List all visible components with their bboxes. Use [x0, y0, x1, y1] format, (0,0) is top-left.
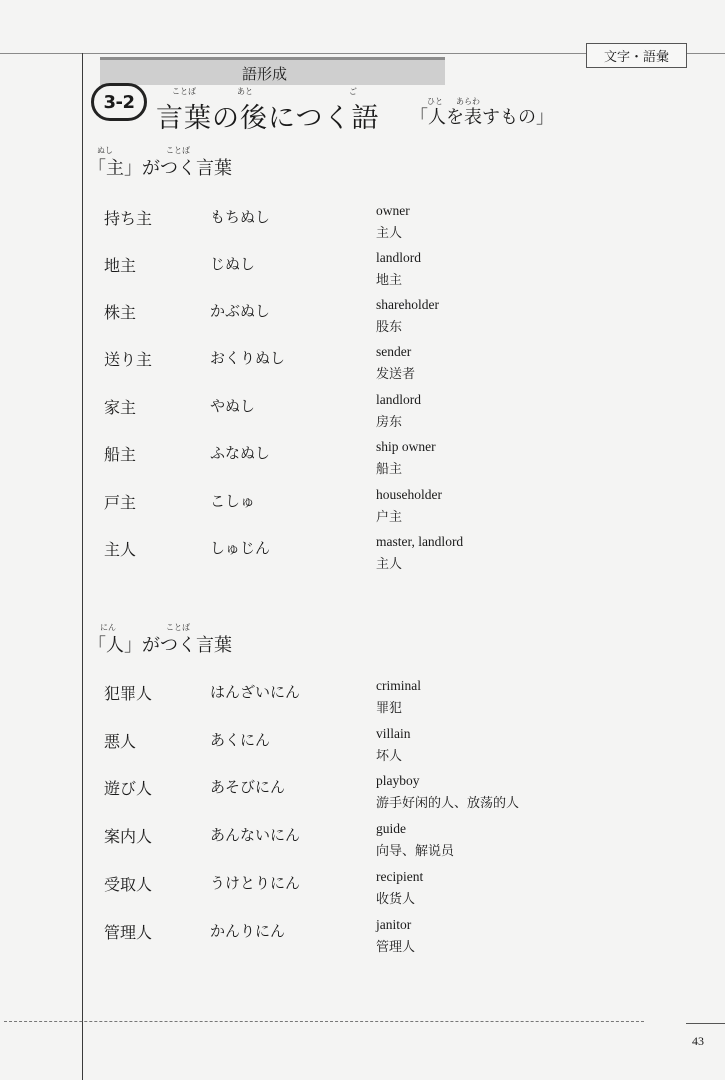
vocab-row	[0, 869, 725, 912]
vocab-chinese: 户主	[376, 510, 403, 525]
vocab-english: playboy	[376, 773, 420, 788]
vocab-reading: かぶぬし	[210, 302, 271, 320]
vocab-reading: はんざいにん	[210, 683, 301, 701]
vocab-kanji: 悪人	[104, 732, 137, 751]
vocab-reading: もちぬし	[210, 208, 271, 226]
vocab-row	[0, 534, 725, 577]
vocab-row	[0, 726, 725, 769]
vocab-kanji: 持ち主	[104, 209, 153, 228]
vocab-row	[0, 250, 725, 293]
vocab-reading: あくにん	[210, 731, 271, 749]
title-ruby: ことば	[172, 87, 196, 96]
vocab-chinese: 罪犯	[376, 701, 403, 716]
group-heading: 「人」がつく言葉	[88, 635, 232, 656]
vocab-chinese: 地主	[376, 273, 403, 288]
group-heading: 「主」がつく言葉	[88, 158, 232, 179]
vocab-kanji: 戸主	[104, 493, 137, 512]
vocab-english: villain	[376, 726, 411, 741]
vocab-reading: かんりにん	[210, 922, 286, 940]
vocab-kanji: 株主	[104, 303, 137, 322]
vocab-row	[0, 917, 725, 960]
vocab-chinese: 主人	[376, 557, 403, 572]
chapter-tab: 文字・語彙	[586, 43, 687, 68]
vocab-row	[0, 392, 725, 435]
footer-rule	[686, 1023, 725, 1024]
vocab-row	[0, 439, 725, 482]
subtitle-ruby: ひと	[427, 97, 443, 106]
vocab-reading: おくりぬし	[210, 349, 286, 367]
vocab-chinese: 收货人	[376, 892, 416, 907]
heading-ruby: ぬし	[97, 146, 113, 155]
section-subtitle: 「人を表すもの」	[410, 107, 554, 128]
vocab-kanji: 送り主	[104, 350, 153, 369]
vocab-reading: あんないにん	[210, 826, 301, 844]
subtitle-ruby: あらわ	[456, 97, 480, 106]
vocab-row	[0, 821, 725, 864]
vocab-english: master, landlord	[376, 534, 464, 549]
vocab-kanji: 地主	[104, 256, 137, 275]
heading-ruby: ことば	[166, 623, 190, 632]
vocab-reading: あそびにん	[210, 778, 286, 796]
vocab-reading: ふなぬし	[210, 444, 271, 462]
vocab-chinese: 股东	[376, 320, 403, 335]
vocab-kanji: 家主	[104, 398, 137, 417]
vocab-row	[0, 773, 725, 816]
vocab-kanji: 案内人	[104, 827, 153, 846]
vocab-kanji: 遊び人	[104, 779, 153, 798]
vocab-row	[0, 297, 725, 340]
section-label: 語形成	[242, 65, 288, 83]
vocab-chinese: 主人	[376, 226, 403, 241]
vocab-english: landlord	[376, 250, 421, 265]
vocab-kanji: 管理人	[104, 923, 153, 942]
title-ruby: ご	[349, 87, 357, 96]
vocab-row	[0, 487, 725, 530]
vocab-chinese: 船主	[376, 462, 403, 477]
vocab-row	[0, 344, 725, 387]
heading-ruby: ことば	[166, 146, 190, 155]
vocab-reading: こしゅ	[210, 492, 256, 510]
vocab-english: shareholder	[376, 297, 439, 312]
title-ruby: あと	[237, 87, 253, 96]
vocab-reading: しゅじん	[210, 539, 271, 557]
vocab-kanji: 犯罪人	[104, 684, 153, 703]
vocab-chinese: 向导、解说员	[376, 844, 455, 859]
vocab-kanji: 船主	[104, 445, 137, 464]
vocab-chinese: 发送者	[376, 367, 416, 382]
vocab-chinese: 管理人	[376, 940, 416, 955]
vocab-reading: うけとりにん	[210, 874, 301, 892]
vocab-chinese: 游手好闲的人、放荡的人	[376, 796, 520, 811]
vocab-chinese: 房东	[376, 415, 403, 430]
vocab-english: criminal	[376, 678, 421, 693]
footer-dashed-rule	[4, 1021, 644, 1022]
section-title: 言葉の後につく語	[156, 103, 380, 134]
page-number: 43	[692, 1034, 704, 1048]
vocab-reading: やぬし	[210, 397, 256, 415]
vocab-english: recipient	[376, 869, 424, 884]
vocab-english: sender	[376, 344, 412, 359]
heading-ruby: にん	[100, 623, 116, 632]
vocab-english: guide	[376, 821, 406, 836]
vocab-row	[0, 203, 725, 246]
vocab-english: janitor	[376, 917, 412, 932]
vocab-english: householder	[376, 487, 442, 502]
vocab-kanji: 受取人	[104, 875, 153, 894]
vocab-english: landlord	[376, 392, 421, 407]
vocab-chinese: 坏人	[376, 749, 403, 764]
vocab-english: ship owner	[376, 439, 436, 454]
vocab-row	[0, 678, 725, 721]
vocab-reading: じぬし	[210, 255, 256, 273]
section-badge: 3-2	[91, 83, 147, 121]
vocab-kanji: 主人	[104, 540, 137, 559]
vocab-english: owner	[376, 203, 410, 218]
